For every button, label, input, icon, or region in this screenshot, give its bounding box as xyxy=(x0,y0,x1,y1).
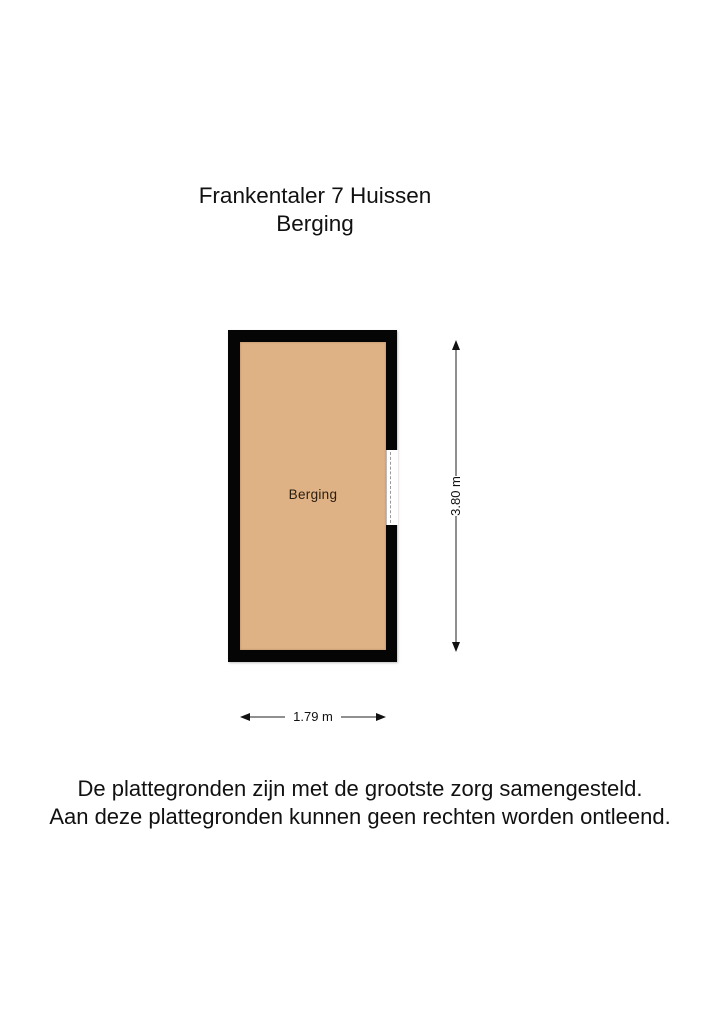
arrow-left-icon xyxy=(240,713,250,721)
door-threshold-line xyxy=(390,452,391,523)
room-label-berging: Berging xyxy=(288,487,338,502)
arrow-down-icon xyxy=(452,642,460,652)
door-opening xyxy=(386,450,398,525)
disclaimer-line-1: De plattegronden zijn met de grootste zorg samengesteld. xyxy=(77,776,643,801)
arrow-up-icon xyxy=(452,340,460,350)
floor-title: Berging xyxy=(276,211,354,236)
address-title: Frankentaler 7 Huissen xyxy=(198,183,432,208)
height-dimension-label: 3.80 m xyxy=(445,476,467,516)
arrow-right-icon xyxy=(376,713,386,721)
width-dimension-label: 1.79 m xyxy=(285,709,341,725)
disclaimer-line-2: Aan deze plattegronden kunnen geen rechten worden ontleend. xyxy=(49,804,671,829)
